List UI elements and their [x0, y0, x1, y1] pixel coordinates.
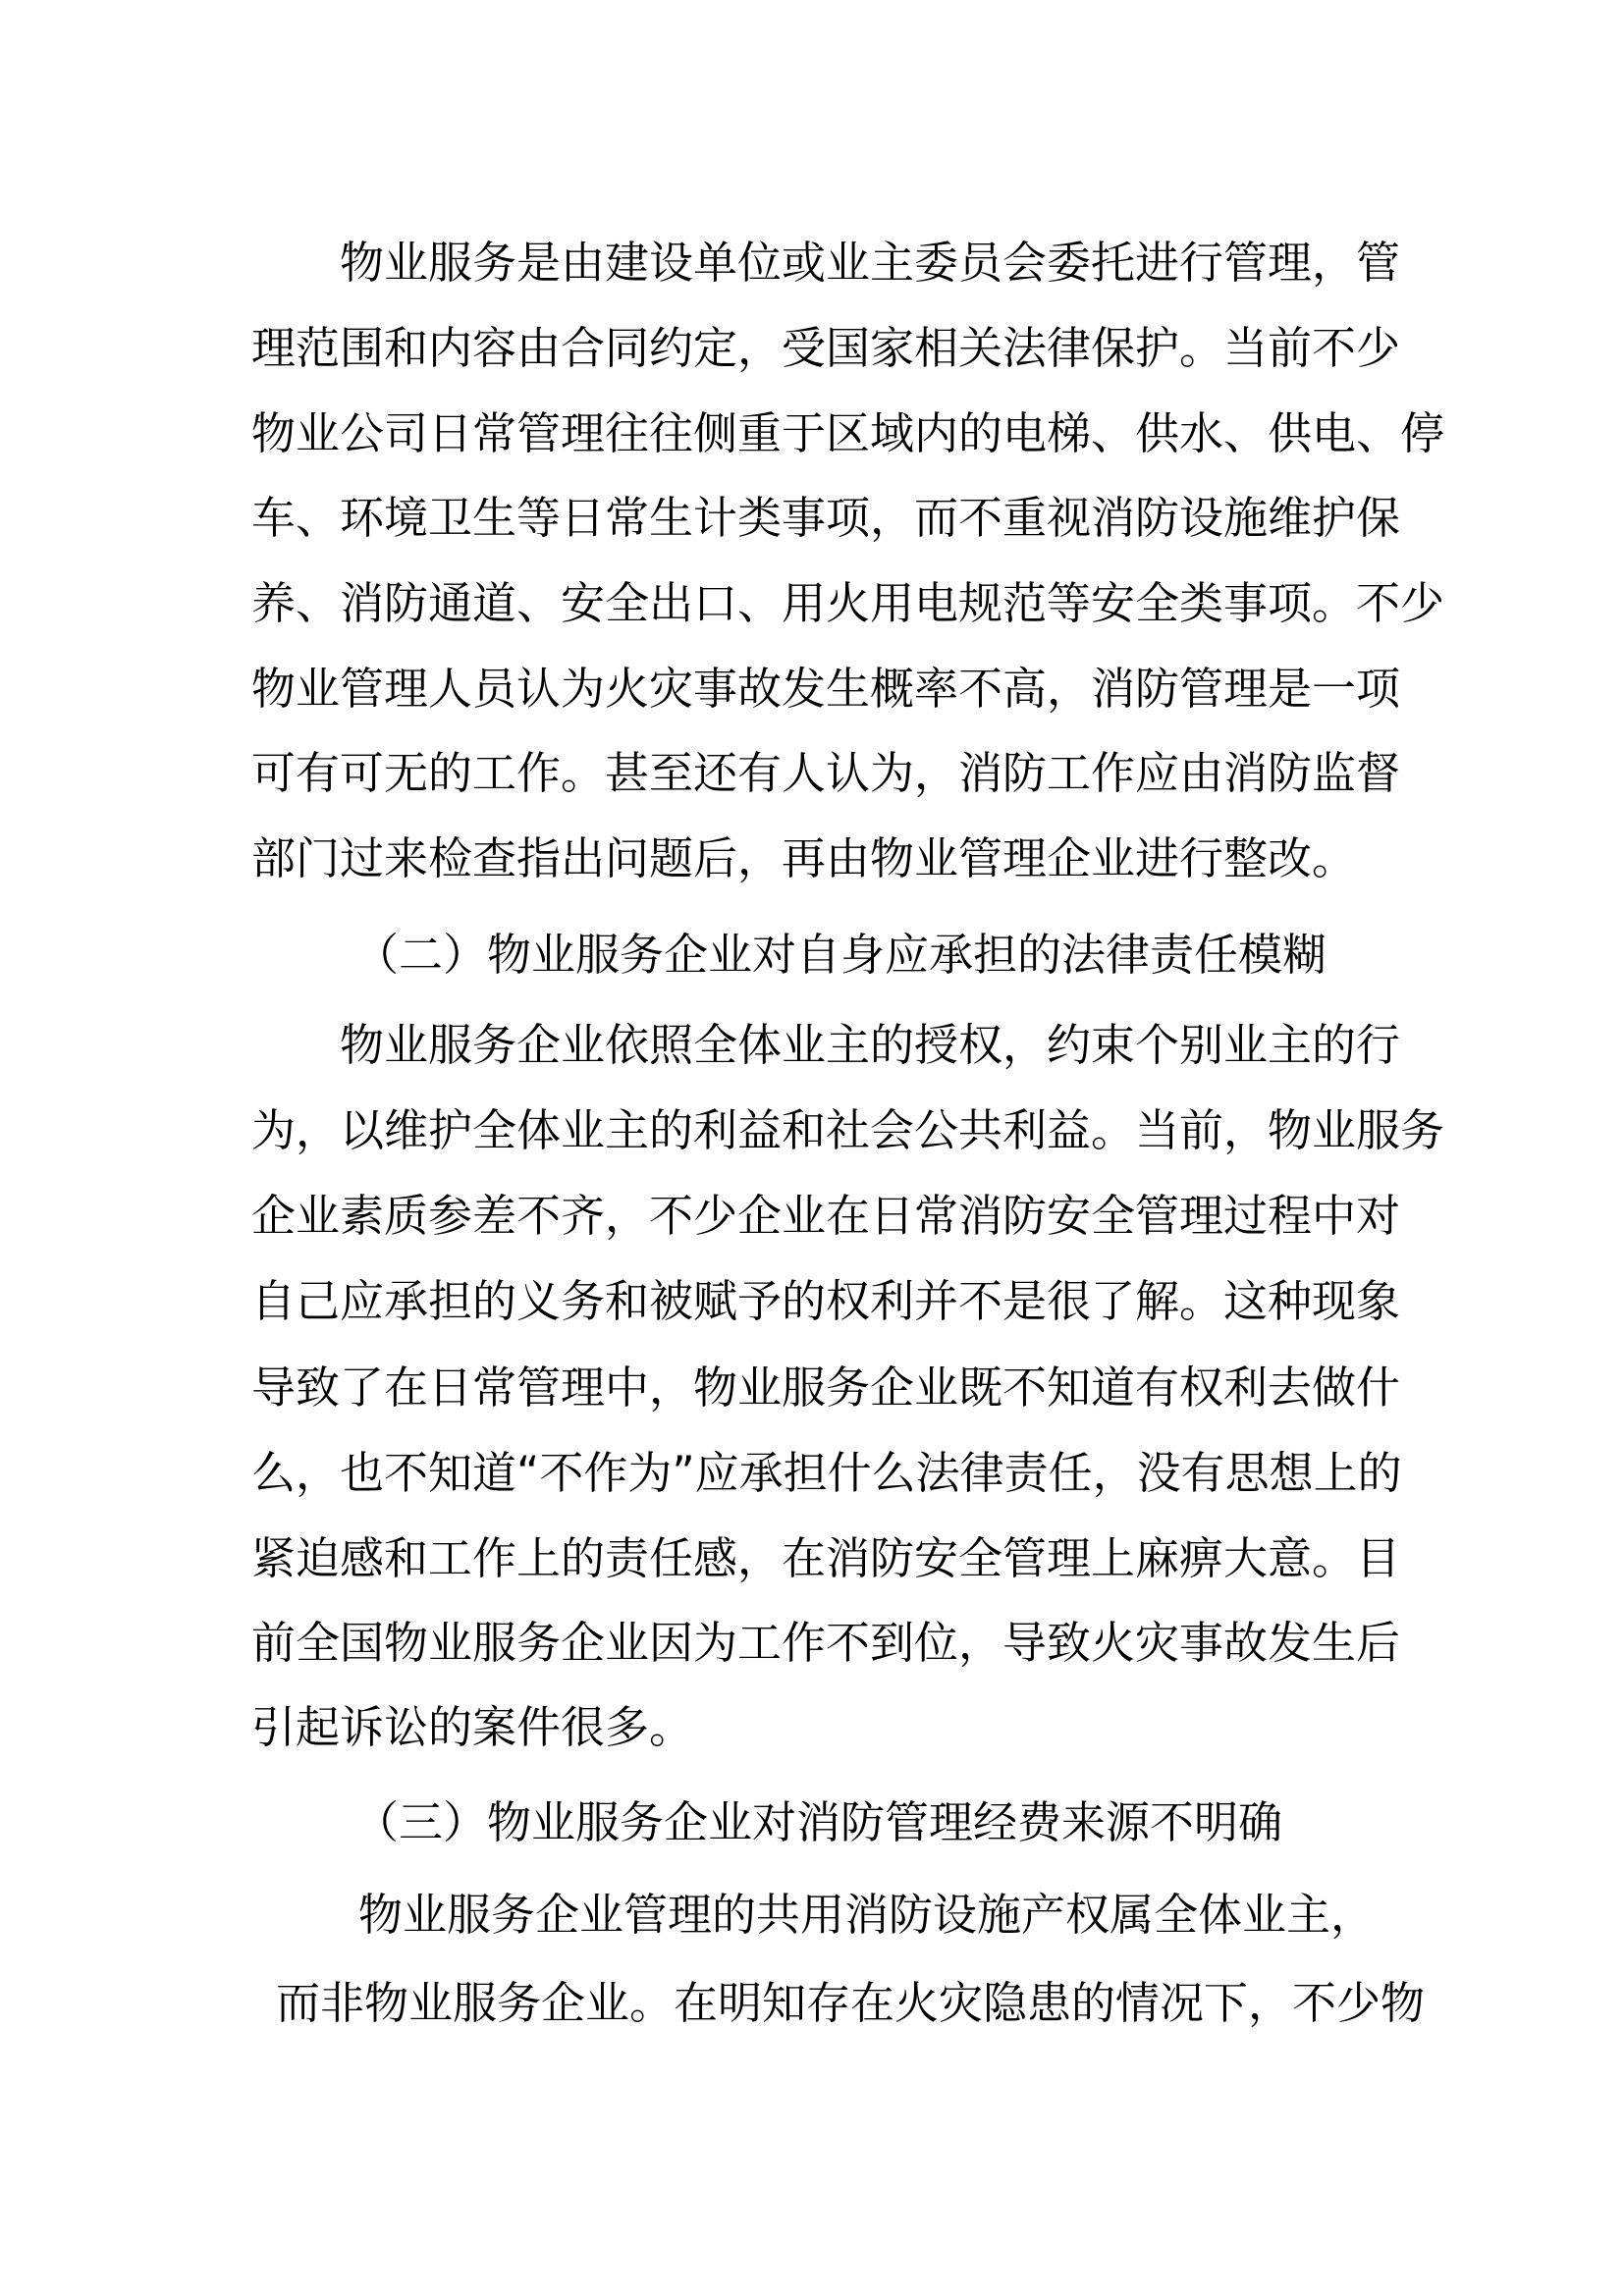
text-line: 可有可无的工作。甚至还有人认为，消防工作应由消防监督 — [251, 747, 1401, 799]
text-line: 物业服务是由建设单位或业主委员会委托进行管理，管 — [340, 237, 1401, 289]
text-line: 为，以维护全体业主的利益和社会公共利益。当前，物业服务 — [251, 1104, 1445, 1156]
text-line: 么，也不知道“不作为”应承担什么法律责任，没有思想上的 — [251, 1447, 1402, 1499]
text-line: 前全国物业服务企业因为工作不到位，导致火灾事故发生后 — [251, 1617, 1401, 1669]
text-line: 理范围和内容由合同约定，受国家相关法律保护。当前不少 — [251, 322, 1401, 374]
text-line: 养、消防通道、安全出口、用火用电规范等安全类事项。不少 — [251, 577, 1445, 629]
text-line: 部门过来检查指出问题后，再由物业管理企业进行整改。 — [251, 832, 1357, 884]
text-line: 紧迫感和工作上的责任感，在消防安全管理上麻痹大意。目 — [251, 1532, 1401, 1584]
text-line: 自己应承担的义务和被赋予的权利并不是很了解。这种现象 — [251, 1275, 1401, 1327]
text-line: 车、环境卫生等日常生计类事项，而不重视消防设施维护保 — [251, 492, 1401, 544]
text-line: 而非物业服务企业。在明知存在火灾隐患的情况下，不少物 — [276, 1977, 1426, 2029]
text-line: 物业公司日常管理往往侧重于区域内的电梯、供水、供电、停 — [251, 407, 1445, 459]
text-line: 物业服务企业依照全体业主的授权，约束个别业主的行 — [340, 1019, 1401, 1071]
section-heading-2: （二）物业服务企业对自身应承担的法律责任模糊 — [354, 929, 1327, 981]
text-line: 引起诉讼的案件很多。 — [251, 1701, 694, 1753]
text-line: 物业管理人员认为火灾事故发生概率不高，消防管理是一项 — [251, 663, 1401, 715]
text-line: 物业服务企业管理的共用消防设施产权属全体业主， — [358, 1889, 1376, 1941]
text-line: 企业素质参差不齐，不少企业在日常消防安全管理过程中对 — [251, 1190, 1401, 1242]
text-line: 导致了在日常管理中，物业服务企业既不知道有权利去做什 — [251, 1362, 1401, 1414]
section-heading-3: （三）物业服务企业对消防管理经费来源不明确 — [354, 1796, 1283, 1848]
